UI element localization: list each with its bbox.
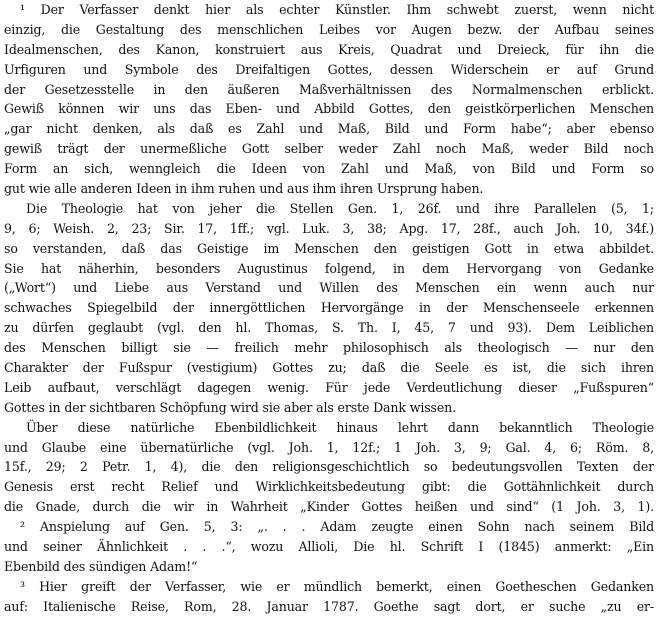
text-line: Ebenbild des sündigen Adam!“ <box>4 558 198 574</box>
text-line: Urfiguren und Symbole des Dreifaltigen Gottes, dessen Widerschein er auf Grund <box>4 61 654 77</box>
text-line: Über diese natürliche Ebenbildlichkeit hinaus lehrt dann bekanntlich Theologie <box>26 419 654 435</box>
text-line: Idealmenschen, des Kanon, konstruiert aus Kreis, Quadrat und Dreieck, für ihn die <box>4 41 654 57</box>
text-line: ¹ Der Verfasser denkt hier als echter Künstler. Ihm schwebt zuerst, wenn nicht <box>20 2 654 17</box>
text-line: die Gnade, durch die wir in Wahrheit „Kinder Gottes heißen und sind“ (1 Joh. 3, 1). <box>4 499 654 515</box>
text-line: auf: Italienische Reise, Rom, 28. Januar 1787. Goethe sagt dort, er suche „zu er- <box>4 598 654 614</box>
text-line: ² Anspielung auf Gen. 5, 3: „. . . Adam zeugte einen Sohn nach seinem Bild <box>20 519 654 535</box>
text-line: des Menschen billigt sie — freilich mehr philosophisch als theologisch — nur den <box>4 340 654 356</box>
text-line: Gottes in der sichtbaren Schöpfung wird sie aber als erste Dank wissen. <box>4 399 456 415</box>
text-line: der Gesetzesstelle in den äußeren Maßverhältnissen des Normalmenschen erblickt. <box>4 81 654 97</box>
text-line: gewiß trägt der unermeßliche Gott selber weder Zahl noch Maß, weder Bild noch <box>4 141 654 157</box>
text-line: Leib aufbaut, verschlägt dagegen wenig. Für jede Verdeutlichung dieser „Fußspuren“ <box>4 379 654 395</box>
text-line: Sie hat näherhin, besonders Augustinus folgend, in dem Hervorgang von Gedanke <box>4 260 654 276</box>
text-line: 9, 6; Weish. 2, 23; Sir. 17, 1ff.; vgl. Luk. 3, 38; Apg. 17, 28f., auch Joh. 10, 34f.) <box>4 220 654 236</box>
text-line: und seiner Ähnlichkeit . . .“, wozu Allioli, Die hl. Schrift I (1845) anmerkt: „Ein <box>4 539 654 555</box>
text-line: gut wie alle anderen Ideen in ihm ruhen und aus ihm ihren Ursprung haben. <box>4 181 484 197</box>
text-line: so verstanden, daß das Geistige im Menschen den geistigen Gott in etwa abbildet. <box>4 240 654 256</box>
text-line: einzig, die Gestaltung des menschlichen Leibes vor Augen bezw. der Aufbau seines <box>4 21 654 37</box>
text-line: ³ Hier greift der Verfasser, wie er mündlich bemerkt, einen Goetheschen Gedanken <box>20 578 654 594</box>
text-line: und Glaube eine übernatürliche (vgl. Joh. 1, 12f.; 1 Joh. 3, 9; Gal. 4, 6; Röm. 8, <box>4 439 654 455</box>
text-line: zu dürfen geglaubt (vgl. den hl. Thomas, S. Th. I, 45, 7 und 93). Dem Leiblichen <box>4 320 654 336</box>
footnote-text-block <box>4 0 654 617</box>
text-line: Gewiß können wir uns das Eben- und Abbild Gottes, den geistkörperlichen Menschen <box>4 101 654 117</box>
text-line: 15f., 29; 2 Petr. 1, 4), die den religionsgeschichtlich so bedeutungsvollen Texten der <box>4 459 654 475</box>
text-line: „gar nicht denken, als daß es Zahl und Maß, Bild und Form habe“; aber ebenso <box>4 121 654 137</box>
text-line: Charakter der Fußspur (vestigium) Gottes zu; daß die Seele es ist, die sich ihren <box>4 360 654 376</box>
text-line: schwaches Spiegelbild der innergöttlichen Hervorgänge in der Menschenseele erkennen <box>4 300 654 316</box>
text-line: Genesis erst recht Relief und Wirklichkeitsbedeutung gibt: die Gottähnlichkeit durch <box>4 479 654 495</box>
text-line: Form an sich, wenngleich die Ideen von Zahl und Maß, von Bild und Form so <box>4 161 654 177</box>
text-line: Die Theologie hat von jeher die Stellen Gen. 1, 26f. und ihre Parallelen (5, 1; <box>26 200 654 216</box>
text-line: („Wort“) und Liebe aus Verstand und Willen des Menschen ein wenn auch nur <box>4 280 654 296</box>
